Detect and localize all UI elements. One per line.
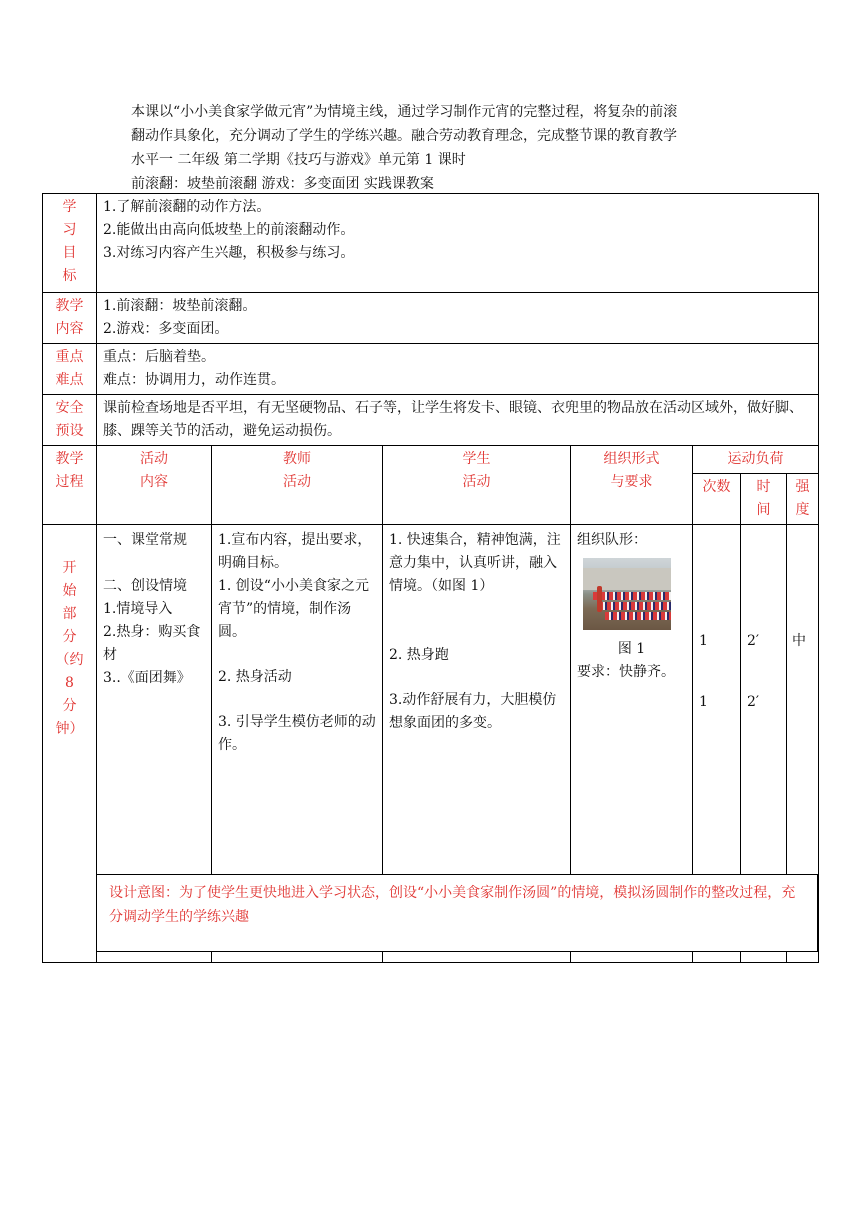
lesson-title: 前滚翻：坡垫前滚翻 游戏：多变面团 实践课教案 (131, 176, 434, 192)
objective-item: 3.对练习内容产生兴趣，积极参与练习。 (103, 245, 355, 261)
objectives-content (97, 194, 819, 293)
objective-item: 1.了解前滚翻的动作方法。 (103, 199, 271, 215)
design-intent: 设计意图：为了使学生更快地进入学习状态，创设“小小美食家制作汤圆”的情境，模拟汤圆制作的整改过程，充分调动学生的学练兴趣 (96, 874, 818, 952)
header-count: 次数 (693, 474, 741, 525)
header-organization: 组织形式 与要求 (571, 446, 693, 525)
keypoint-item: 难点：协调用力，动作连贯。 (103, 372, 285, 388)
keypoints-items (97, 344, 819, 395)
lesson-info: 水平一 二年级 第二学期《技巧与游戏》单元第 1 课时 (131, 152, 466, 168)
spacer (699, 653, 734, 691)
org-title: 组织队形： (577, 532, 647, 548)
keypoints-row (43, 344, 819, 395)
time-value: 2′ (747, 694, 760, 710)
count-value: 1 (699, 694, 708, 710)
safety-text: 课前检查场地是否平坦，有无坚硬物品、石子等，让学生将发卡、眼镜、衣兜里的物品放在活动区域外，做好脚、膝、踝等关节的活动，避免运动损伤。 (97, 395, 819, 446)
time-value: 2′ (747, 633, 760, 649)
keypoint-item: 重点：后脑着垫。 (103, 349, 215, 365)
activity-item: 1.情境导入 (103, 601, 173, 617)
lesson-plan-table (42, 193, 819, 963)
teacher-item: 3. 引导学生模仿老师的动作。 (218, 714, 376, 753)
teacher-item: 2. 热身活动 (218, 669, 292, 685)
spacer (389, 598, 564, 644)
header-teacher: 教师 活动 (212, 446, 383, 525)
safety-row (43, 395, 819, 446)
start-intensity: 中 (787, 525, 819, 963)
intro-line: 本课以“小小美食家学做元宵”为情境主线，通过学习制作元宵的完整过程，将复杂的前滚 (131, 104, 678, 120)
intro-block (131, 100, 731, 196)
header-time: 时 间 (741, 474, 787, 525)
header-load: 运动负荷 (693, 446, 819, 474)
activity-item: 一、课堂常规 (103, 532, 187, 548)
content-items (97, 293, 819, 344)
start-label: 开 始 部 分 （约 8 分 钟） (43, 525, 97, 963)
student-item: 2. 热身跑 (389, 647, 449, 663)
spacer (218, 644, 376, 666)
objectives-row (43, 194, 819, 293)
formation-photo (583, 558, 671, 630)
student-item: 3.动作舒展有力，大胆模仿想象面团的多变。 (389, 692, 557, 731)
header-student: 学生 活动 (383, 446, 571, 525)
requirement: 要求：快静齐。 (577, 664, 675, 680)
process-header-row (43, 446, 819, 474)
objective-item: 2.能做出由高向低坡垫上的前滚翻动作。 (103, 222, 355, 238)
activity-spacer (103, 552, 205, 575)
spacer (747, 653, 780, 691)
content-row (43, 293, 819, 344)
content-item: 2.游戏：多变面团。 (103, 321, 229, 337)
content-label: 教学 内容 (43, 293, 97, 344)
safety-label: 安全 预设 (43, 395, 97, 446)
intro-line: 翻动作具象化，充分调动了学生的学练兴趣。融合劳动教育理念，完成整节课的教育教学 (131, 128, 677, 144)
header-activity: 活动 内容 (97, 446, 212, 525)
count-value: 1 (699, 633, 708, 649)
student-item: 1. 快速集合，精神饱满，注意力集中，认真听讲，融入情境。（如图 1） (389, 532, 561, 594)
spacer (218, 689, 376, 711)
process-label: 教学 过程 (43, 446, 97, 525)
spacer (389, 667, 564, 689)
activity-item: 3..《面团舞》 (103, 670, 191, 686)
teacher-item: 1.宣布内容，提出要求，明确目标。 (218, 532, 372, 571)
teacher-item: 1. 创设“小小美食家之元宵节”的情境，制作汤圆。 (218, 578, 369, 640)
objectives-label: 学 习 目 标 (43, 194, 97, 293)
activity-item: 二、创设情境 (103, 578, 187, 594)
keypoints-label: 重点 难点 (43, 344, 97, 395)
activity-item: 2.热身：购买食材 (103, 624, 201, 663)
header-intensity: 强 度 (787, 474, 819, 525)
content-item: 1.前滚翻：坡垫前滚翻。 (103, 298, 257, 314)
figure-caption: 图 1 (617, 641, 646, 657)
